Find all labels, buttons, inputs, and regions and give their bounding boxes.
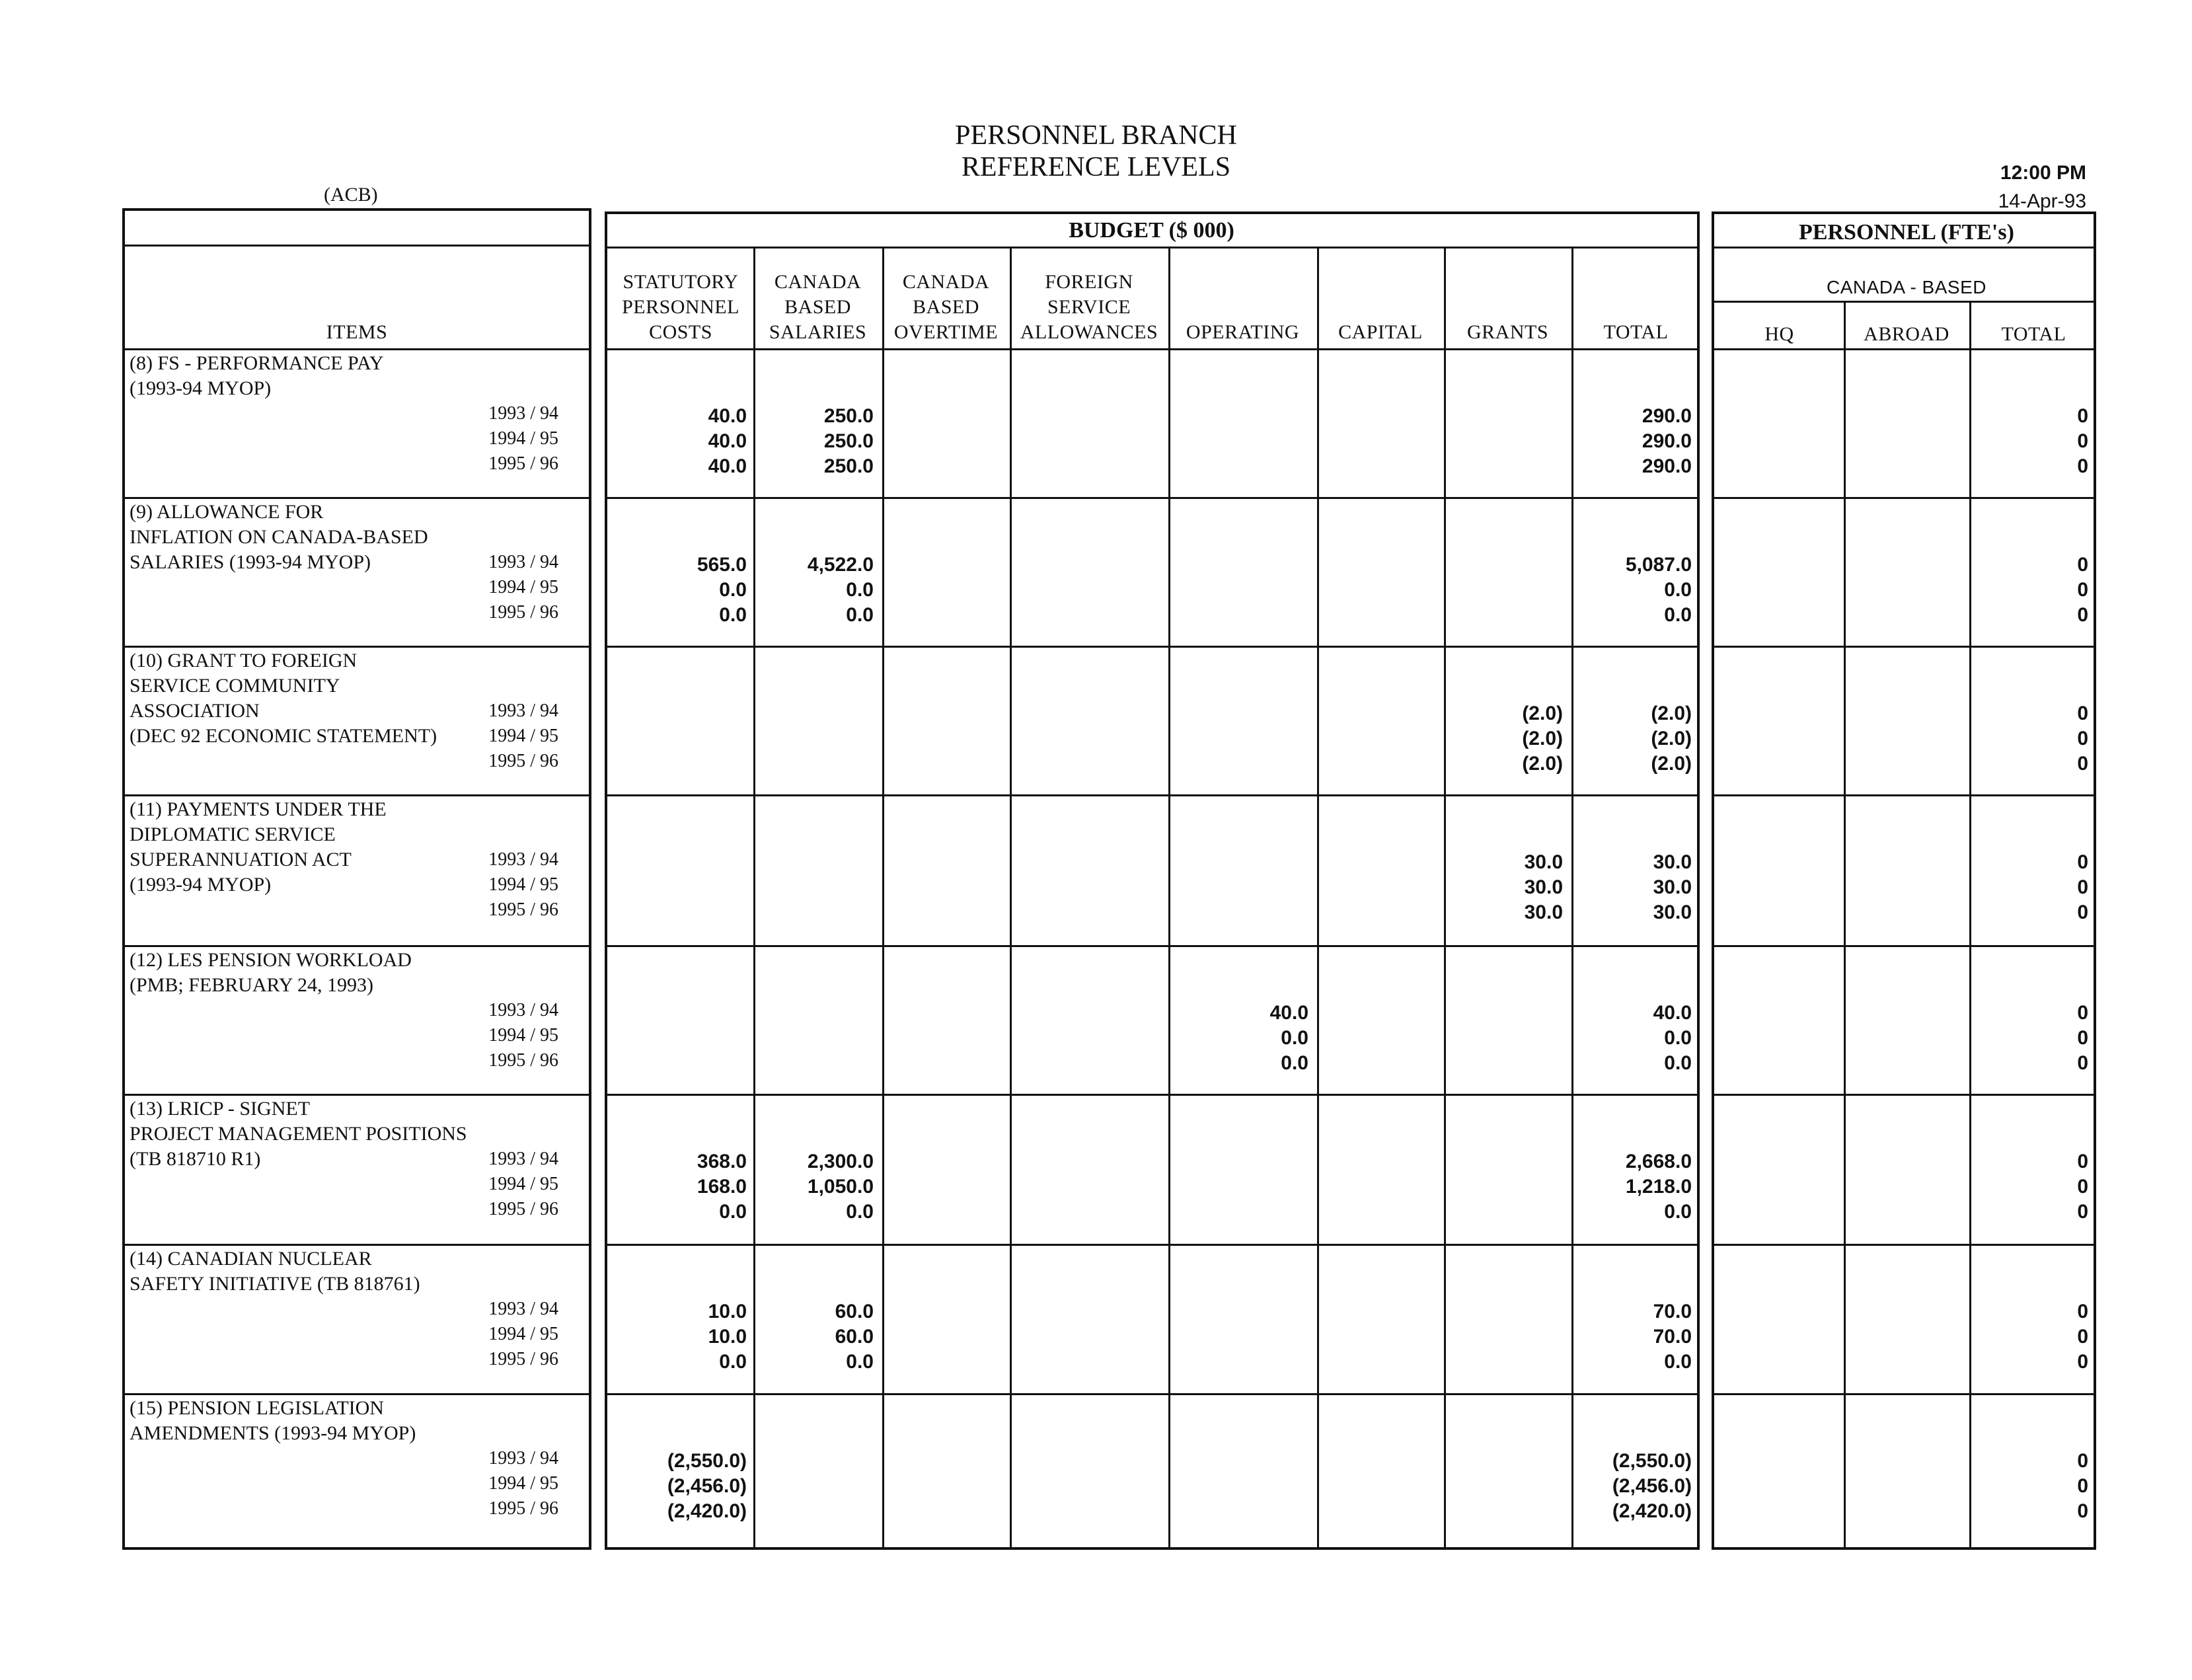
total-value: 290.0: [1642, 455, 1692, 477]
section-divider: [605, 794, 1700, 796]
section-divider: [605, 1244, 1700, 1246]
items-header: ITEMS: [326, 321, 388, 343]
section-divider: [122, 1094, 591, 1096]
fiscal-year: 1993 / 94: [488, 403, 558, 424]
fte-total-value: 0: [2077, 851, 2088, 873]
fiscal-year: 1995 / 96: [488, 1050, 558, 1071]
total-value: (2.0): [1651, 703, 1692, 724]
fte-total-value: 0: [2077, 455, 2088, 477]
item-label-line: (12) LES PENSION WORKLOAD: [130, 949, 412, 971]
fte-total-header: TOTAL: [2001, 323, 2066, 345]
statutory-header: STATUTORY PERSONNEL COSTS: [622, 271, 739, 343]
total-value: (2.0): [1651, 728, 1692, 749]
section-divider: [1712, 348, 2096, 350]
grants-value: (2.0): [1522, 753, 1563, 775]
item-label-line: (10) GRANT TO FOREIGN: [130, 650, 358, 671]
item-label-line: (8) FS - PERFORMANCE PAY: [130, 352, 384, 374]
fiscal-year: 1994 / 95: [488, 1025, 558, 1046]
section-divider: [1712, 646, 2096, 648]
salaries-value: 250.0: [823, 430, 874, 452]
item-label-line: SAFETY INITIATIVE (TB 818761): [130, 1273, 420, 1295]
section-divider: [1712, 945, 2096, 947]
fiscal-year: 1993 / 94: [488, 701, 558, 721]
fiscal-year: 1993 / 94: [488, 1000, 558, 1020]
budget-title-divider: [605, 247, 1700, 248]
fte-total-value: 0: [2077, 579, 2088, 601]
report-time: 12:00 PM: [2000, 162, 2086, 184]
item-label-line: (14) CANADIAN NUCLEAR: [130, 1248, 372, 1270]
branch-code: (ACB): [324, 184, 378, 206]
item-label-line: (9) ALLOWANCE FOR: [130, 501, 324, 523]
fte-total-value: 0: [2077, 1326, 2088, 1348]
fte-total-value: 0: [2077, 1301, 2088, 1322]
fiscal-year: 1994 / 95: [488, 428, 558, 449]
canada-based-divider: [1712, 301, 2096, 303]
salaries-value: 4,522.0: [807, 554, 874, 576]
fiscal-year: 1995 / 96: [488, 1498, 558, 1519]
item-label-line: SUPERANNUATION ACT: [130, 849, 352, 870]
fte-total-value: 0: [2077, 554, 2088, 576]
salaries-header: CANADA BASED SALARIES: [769, 271, 867, 343]
salaries-value: 0.0: [846, 1351, 874, 1373]
statutory-value: 10.0: [708, 1326, 747, 1348]
statutory-value: (2,420.0): [667, 1500, 747, 1522]
fte-total-value: 0: [2077, 1052, 2088, 1074]
item-label-line: DIPLOMATIC SERVICE: [130, 823, 336, 845]
fte-total-value: 0: [2077, 430, 2088, 452]
section-divider: [1712, 1244, 2096, 1246]
total-value: (2,420.0): [1612, 1500, 1692, 1522]
fiscal-year: 1994 / 95: [488, 1324, 558, 1344]
section-divider: [605, 497, 1700, 499]
total-value: 1,218.0: [1625, 1176, 1692, 1198]
fiscal-year: 1994 / 95: [488, 577, 558, 597]
item-label-line: INFLATION ON CANADA-BASED: [130, 526, 428, 548]
item-label-line: SERVICE COMMUNITY: [130, 675, 340, 697]
statutory-value: 10.0: [708, 1301, 747, 1322]
total-value: (2,456.0): [1612, 1475, 1692, 1497]
total-value: (2.0): [1651, 753, 1692, 775]
fte-total-value: 0: [2077, 1151, 2088, 1172]
salaries-value: 250.0: [823, 405, 874, 427]
item-label-line: (PMB; FEBRUARY 24, 1993): [130, 974, 373, 996]
fiscal-year: 1994 / 95: [488, 1174, 558, 1194]
total-value: 70.0: [1653, 1326, 1692, 1348]
personnel-frame: [1712, 211, 2096, 1550]
statutory-value: (2,456.0): [667, 1475, 747, 1497]
fte-total-value: 0: [2077, 405, 2088, 427]
statutory-value: 0.0: [719, 604, 747, 626]
section-divider: [1712, 1393, 2096, 1395]
statutory-value: 0.0: [719, 1351, 747, 1373]
capital-header: CAPITAL: [1338, 321, 1423, 343]
total-value: 290.0: [1642, 430, 1692, 452]
salaries-value: 0.0: [846, 1201, 874, 1223]
column-divider: [882, 247, 884, 1550]
personnel-title-divider: [1712, 247, 2096, 248]
grants-value: (2.0): [1522, 728, 1563, 749]
column-divider: [1844, 301, 1846, 1550]
total-value: 0.0: [1664, 604, 1692, 626]
salaries-value: 2,300.0: [807, 1151, 874, 1172]
total-value: 0.0: [1664, 1027, 1692, 1049]
total-value: 30.0: [1653, 901, 1692, 923]
salaries-value: 60.0: [835, 1301, 874, 1322]
fte-total-value: 0: [2077, 1002, 2088, 1024]
fte-total-value: 0: [2077, 1450, 2088, 1472]
salaries-value: 0.0: [846, 579, 874, 601]
statutory-value: 40.0: [708, 430, 747, 452]
total-value: 30.0: [1653, 851, 1692, 873]
fiscal-year: 1993 / 94: [488, 1448, 558, 1469]
total-value: 0.0: [1664, 1201, 1692, 1223]
overtime-header: CANADA BASED OVERTIME: [893, 271, 999, 343]
salaries-value: 250.0: [823, 455, 874, 477]
section-divider: [122, 1393, 591, 1395]
item-label-line: (1993-94 MYOP): [130, 377, 272, 399]
salaries-value: 0.0: [846, 604, 874, 626]
fiscal-year: 1994 / 95: [488, 874, 558, 895]
section-divider: [1712, 1094, 2096, 1096]
section-divider: [1712, 497, 2096, 499]
section-divider: [605, 945, 1700, 947]
grants-value: 30.0: [1524, 901, 1563, 923]
personnel-header: PERSONNEL (FTE's): [1799, 220, 2014, 245]
fte-total-value: 0: [2077, 604, 2088, 626]
section-divider: [605, 348, 1700, 350]
total-value: 40.0: [1653, 1002, 1692, 1024]
fiscal-year: 1995 / 96: [488, 751, 558, 771]
statutory-value: 168.0: [697, 1176, 747, 1198]
page-subtitle: REFERENCE LEVELS: [961, 152, 1231, 182]
item-label-line: ASSOCIATION: [130, 700, 260, 722]
fte-total-value: 0: [2077, 753, 2088, 775]
item-label-line: (15) PENSION LEGISLATION: [130, 1397, 384, 1419]
fte-total-value: 0: [2077, 1027, 2088, 1049]
fiscal-year: 1995 / 96: [488, 899, 558, 920]
fiscal-year: 1995 / 96: [488, 453, 558, 474]
operating-value: 0.0: [1281, 1027, 1308, 1049]
section-divider: [122, 1244, 591, 1246]
item-label-line: SALARIES (1993-94 MYOP): [130, 551, 371, 573]
items-top-divider: [122, 245, 591, 247]
section-divider: [605, 1094, 1700, 1096]
fiscal-year: 1993 / 94: [488, 849, 558, 870]
item-label-line: (11) PAYMENTS UNDER THE: [130, 798, 387, 820]
fiscal-year: 1994 / 95: [488, 1473, 558, 1494]
section-divider: [605, 646, 1700, 648]
column-divider: [1010, 247, 1012, 1550]
statutory-value: (2,550.0): [667, 1450, 747, 1472]
operating-value: 40.0: [1269, 1002, 1308, 1024]
total-value: 2,668.0: [1625, 1151, 1692, 1172]
total-value: 30.0: [1653, 876, 1692, 898]
statutory-value: 565.0: [697, 554, 747, 576]
statutory-value: 0.0: [719, 1201, 747, 1223]
section-divider: [122, 646, 591, 648]
fte-total-value: 0: [2077, 1475, 2088, 1497]
statutory-value: 368.0: [697, 1151, 747, 1172]
fiscal-year: 1995 / 96: [488, 1199, 558, 1219]
fte-total-value: 0: [2077, 728, 2088, 749]
salaries-value: 60.0: [835, 1326, 874, 1348]
item-label-line: (DEC 92 ECONOMIC STATEMENT): [130, 725, 437, 747]
item-label-line: PROJECT MANAGEMENT POSITIONS: [130, 1123, 467, 1145]
grants-value: (2.0): [1522, 703, 1563, 724]
canada-based-header: CANADA - BASED: [1827, 277, 1986, 297]
total-value: 290.0: [1642, 405, 1692, 427]
section-divider: [122, 497, 591, 499]
page-title: PERSONNEL BRANCH: [955, 120, 1237, 151]
section-divider: [122, 794, 591, 796]
fte-total-value: 0: [2077, 1500, 2088, 1522]
fte-total-value: 0: [2077, 1201, 2088, 1223]
total-value: 5,087.0: [1625, 554, 1692, 576]
section-divider: [122, 348, 591, 350]
fte-total-value: 0: [2077, 876, 2088, 898]
total-value: 0.0: [1664, 579, 1692, 601]
total-value: (2,550.0): [1612, 1450, 1692, 1472]
fte-total-value: 0: [2077, 1176, 2088, 1198]
grants-header: GRANTS: [1466, 321, 1548, 343]
operating-header: OPERATING: [1186, 321, 1300, 343]
grants-value: 30.0: [1524, 876, 1563, 898]
fte-total-value: 0: [2077, 703, 2088, 724]
fiscal-year: 1995 / 96: [488, 602, 558, 623]
column-divider: [1317, 247, 1319, 1550]
fte-total-value: 0: [2077, 901, 2088, 923]
column-divider: [1168, 247, 1170, 1550]
item-label-line: AMENDMENTS (1993-94 MYOP): [130, 1422, 416, 1444]
section-divider: [122, 945, 591, 947]
item-label-line: (13) LRICP - SIGNET: [130, 1098, 311, 1120]
abroad-header: ABROAD: [1864, 323, 1949, 345]
total-header: TOTAL: [1603, 321, 1669, 343]
operating-value: 0.0: [1281, 1052, 1308, 1074]
total-value: 0.0: [1664, 1052, 1692, 1074]
statutory-value: 40.0: [708, 455, 747, 477]
fte-total-value: 0: [2077, 1351, 2088, 1373]
fiscal-year: 1995 / 96: [488, 1349, 558, 1369]
section-divider: [605, 1393, 1700, 1395]
grants-value: 30.0: [1524, 851, 1563, 873]
total-value: 70.0: [1653, 1301, 1692, 1322]
item-label-line: (1993-94 MYOP): [130, 874, 272, 896]
fiscal-year: 1993 / 94: [488, 552, 558, 572]
column-divider: [1969, 301, 1971, 1550]
statutory-value: 0.0: [719, 579, 747, 601]
fiscal-year: 1993 / 94: [488, 1149, 558, 1169]
fiscal-year: 1993 / 94: [488, 1299, 558, 1319]
hq-header: HQ: [1764, 323, 1794, 345]
budget-header: BUDGET ($ 000): [1069, 218, 1234, 243]
total-value: 0.0: [1664, 1351, 1692, 1373]
item-label-line: (TB 818710 R1): [130, 1148, 261, 1170]
salaries-value: 1,050.0: [807, 1176, 874, 1198]
fiscal-year: 1994 / 95: [488, 726, 558, 746]
statutory-value: 40.0: [708, 405, 747, 427]
report-date: 14-Apr-93: [1998, 190, 2086, 212]
allowances-header: FOREIGN SERVICE ALLOWANCES: [1020, 271, 1158, 343]
section-divider: [1712, 794, 2096, 796]
